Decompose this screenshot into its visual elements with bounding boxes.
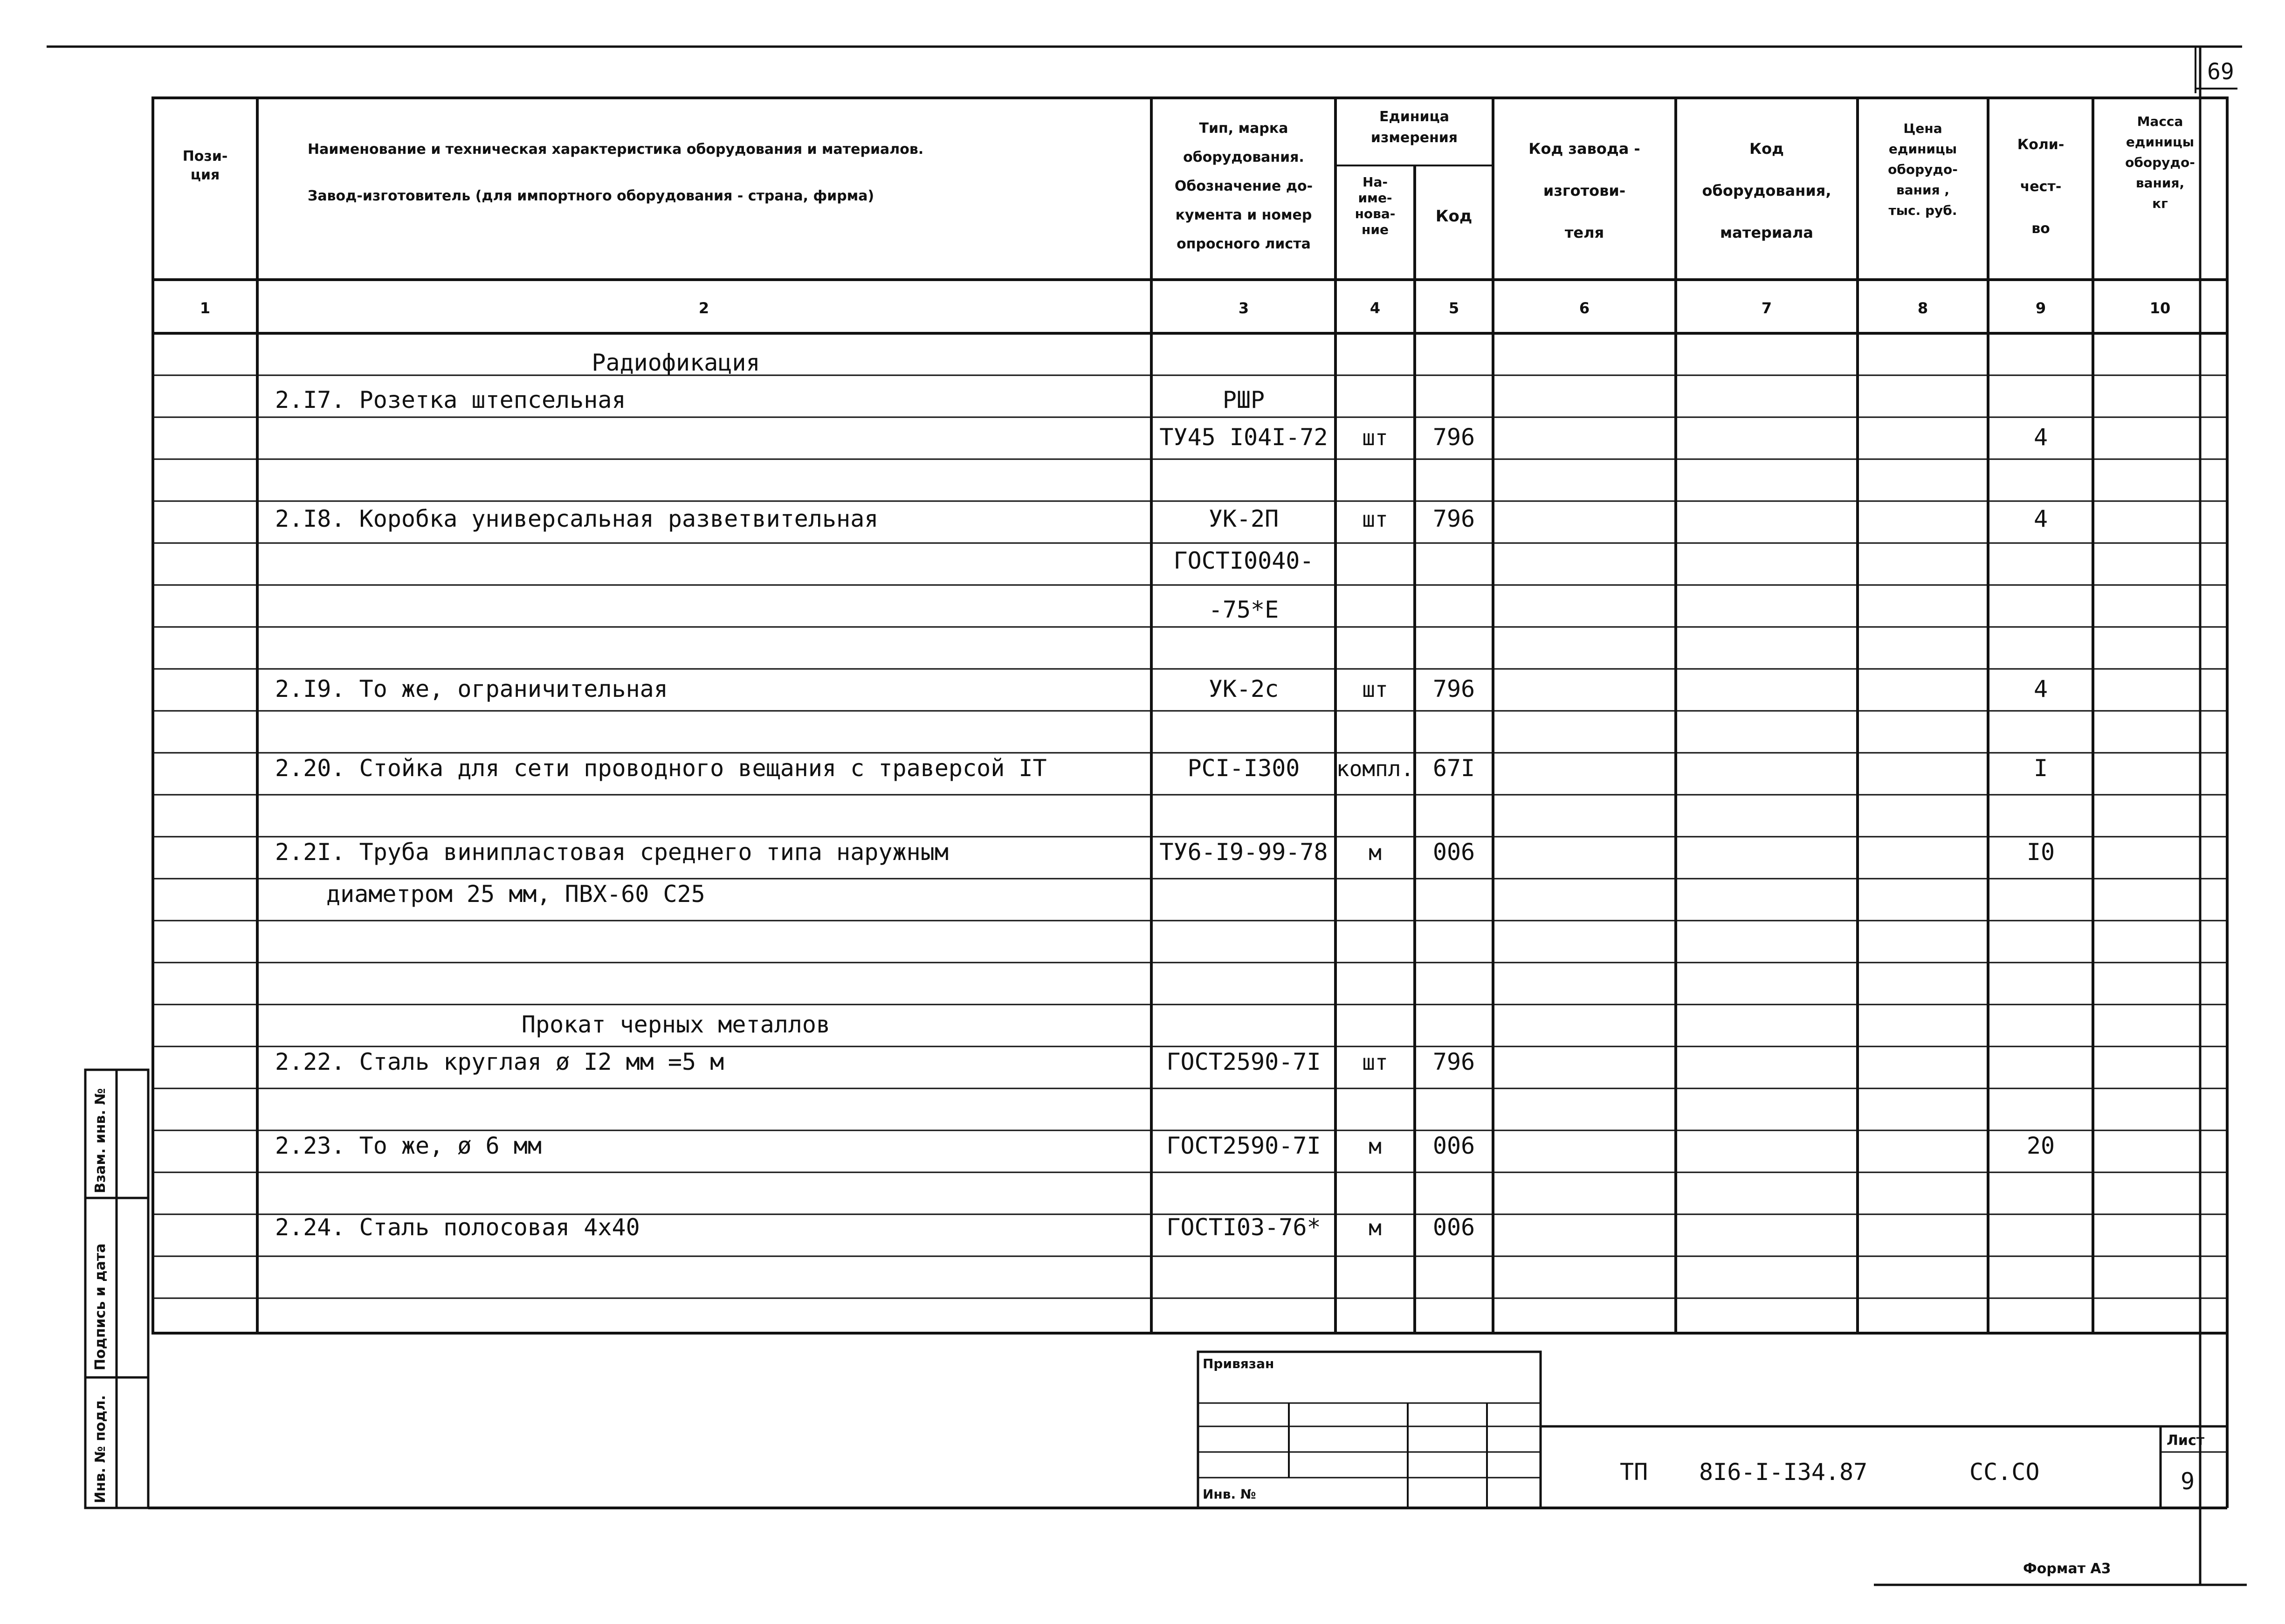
column-header-8-line: единицы xyxy=(1888,141,1957,157)
item-unit: шт xyxy=(1362,677,1388,702)
item-unit: м xyxy=(1369,840,1382,865)
column-header-9-line: чест- xyxy=(2020,179,2062,195)
column-header-5-line: Код xyxy=(1435,207,1473,226)
column-header-10-line: оборудо- xyxy=(2125,155,2195,170)
column-header-8-line: тыс. руб. xyxy=(1888,203,1957,218)
side-label-podpis: Подпись и дата xyxy=(92,1243,109,1370)
item-unit: шт xyxy=(1362,1050,1388,1075)
column-header-3-line: Тип, марка xyxy=(1199,120,1288,137)
format-label: Формат А3 xyxy=(2023,1561,2111,1577)
item-quantity: 20 xyxy=(2026,1132,2055,1159)
item-unit-code: 796 xyxy=(1432,1048,1475,1075)
column-number-3: 3 xyxy=(1238,299,1249,317)
item-type: РШР xyxy=(1222,386,1265,413)
column-number-10: 10 xyxy=(2149,299,2171,317)
column-header-10-line: вания, xyxy=(2135,175,2185,191)
column-header-6-line: изготови- xyxy=(1543,182,1626,200)
column-header-10-line: Масса xyxy=(2137,114,2183,129)
column-header-9-line: Коли- xyxy=(2017,137,2065,153)
item-unit-code: 796 xyxy=(1432,675,1475,702)
item-type: ТУ45 I04I-72 xyxy=(1159,424,1328,451)
item-unit-code: 67I xyxy=(1432,755,1475,782)
item-unit: компл. xyxy=(1336,756,1414,781)
table-header xyxy=(183,109,2195,317)
column-header-6-line: Код завода - xyxy=(1528,140,1640,158)
column-header-3-line: опросного листа xyxy=(1177,236,1311,252)
item-name: 2.I9. То же, ограничительная xyxy=(275,675,668,702)
column-header-8-line: вания , xyxy=(1896,182,1949,198)
item-name: 2.I7. Розетка штепсельная xyxy=(275,386,626,413)
frame xyxy=(47,47,2247,1585)
section-heading: Прокат черных металлов xyxy=(521,1011,831,1038)
column-header-4-line: име- xyxy=(1358,190,1392,206)
column-header-7-line: материала xyxy=(1720,224,1813,241)
column-header-8-line: Цена xyxy=(1903,121,1942,136)
section-heading: Радиофикация xyxy=(592,349,760,376)
doc-suffix: СС.СО xyxy=(1969,1459,2040,1486)
column-number-1: 1 xyxy=(200,299,211,317)
item-type: РСI-I300 xyxy=(1187,755,1300,782)
stamp-inv-no: Инв. № xyxy=(1203,1486,1256,1502)
item-type: ГОСТ2590-7I xyxy=(1166,1132,1321,1159)
item-unit: шт xyxy=(1362,507,1388,532)
column-header-3-line: кумента и номер xyxy=(1175,207,1312,223)
item-unit-code: 796 xyxy=(1432,424,1475,451)
column-header-10-line: кг xyxy=(2152,196,2168,211)
side-label-vzam: Взам. инв. № xyxy=(92,1088,109,1193)
item-name: 2.22. Сталь круглая ø I2 мм =5 м xyxy=(275,1048,724,1075)
item-type: ТУ6-I9-99-78 xyxy=(1159,839,1328,866)
bottom-frame xyxy=(148,1333,2227,1508)
column-header-8-line: оборудо- xyxy=(1888,162,1958,177)
column-number-9: 9 xyxy=(2035,299,2046,317)
doc-prefix: ТП xyxy=(1620,1459,1648,1486)
column-number-4: 4 xyxy=(1370,299,1381,317)
column-header-7-line: оборудования, xyxy=(1702,182,1831,200)
item-unit-code: 796 xyxy=(1432,505,1475,532)
column-header-3-line: оборудования. xyxy=(1183,149,1304,165)
column-header-1-line: ция xyxy=(190,167,220,183)
sheet-label: Лист xyxy=(2167,1432,2205,1449)
item-quantity: I0 xyxy=(2026,839,2055,866)
item-quantity: I xyxy=(2033,755,2048,782)
column-number-2: 2 xyxy=(698,299,709,317)
item-unit: м xyxy=(1369,1134,1382,1159)
side-label-inv: Инв. № подл. xyxy=(92,1395,109,1503)
column-header-4-line: ние xyxy=(1362,222,1389,237)
item-type: УК-2с xyxy=(1208,675,1279,702)
item-type: ГОСТI03-76* xyxy=(1166,1214,1321,1241)
column-number-6: 6 xyxy=(1579,299,1590,317)
column-header-9-line: во xyxy=(2031,220,2050,237)
item-quantity: 4 xyxy=(2033,424,2048,451)
doc-code: 8I6-I-I34.87 xyxy=(1699,1459,1868,1486)
item-name: 2.I8. Коробка универсальная разветвительная xyxy=(275,505,879,532)
column-header-6-line: теля xyxy=(1564,224,1604,241)
unit-group-header: измерения xyxy=(1370,130,1458,146)
item-name: 2.20. Стойка для сети проводного вещания с траверсой IТ xyxy=(275,755,1047,782)
item-unit: м xyxy=(1369,1215,1382,1240)
item-type: ГОСТ2590-7I xyxy=(1166,1048,1321,1075)
column-header-1-line: Пози- xyxy=(182,148,228,165)
item-unit-code: 006 xyxy=(1432,1132,1475,1159)
page-number: 69 xyxy=(2207,59,2234,85)
item-quantity: 4 xyxy=(2033,675,2048,702)
item-name: диаметром 25 мм, ПВХ-60 С25 xyxy=(326,881,705,908)
item-unit-code: 006 xyxy=(1432,839,1475,866)
unit-group-header: Единица xyxy=(1379,109,1449,125)
stamp-privyazan: Привязан xyxy=(1203,1356,1274,1371)
column-header-4-line: На- xyxy=(1363,174,1388,190)
column-header-2-line: Завод-изготовитель (для импортного оборудования - страна, фирма) xyxy=(308,188,874,204)
column-header-7-line: Код xyxy=(1749,140,1784,158)
sheet-number: 9 xyxy=(2181,1468,2195,1495)
column-header-4-line: нова- xyxy=(1355,206,1396,221)
item-name: 2.23. То же, ø 6 мм xyxy=(275,1132,542,1159)
column-number-7: 7 xyxy=(1761,299,1772,317)
item-unit: шт xyxy=(1362,425,1388,450)
item-name: 2.2I. Труба винипластовая среднего типа наружным xyxy=(275,839,949,866)
item-type: -75*Е xyxy=(1208,596,1279,623)
item-quantity: 4 xyxy=(2033,505,2048,532)
item-type: УК-2П xyxy=(1208,505,1279,532)
column-number-8: 8 xyxy=(1917,299,1928,317)
item-type: ГОСТI0040- xyxy=(1173,547,1314,574)
column-header-2-line: Наименование и техническая характеристика оборудования и материалов. xyxy=(308,141,924,158)
item-name: 2.24. Сталь полосовая 4х40 xyxy=(275,1214,640,1241)
item-unit-code: 006 xyxy=(1432,1214,1475,1241)
column-header-10-line: единицы xyxy=(2126,134,2195,150)
column-header-3-line: Обозначение до- xyxy=(1174,178,1313,194)
column-number-5: 5 xyxy=(1448,299,1459,317)
